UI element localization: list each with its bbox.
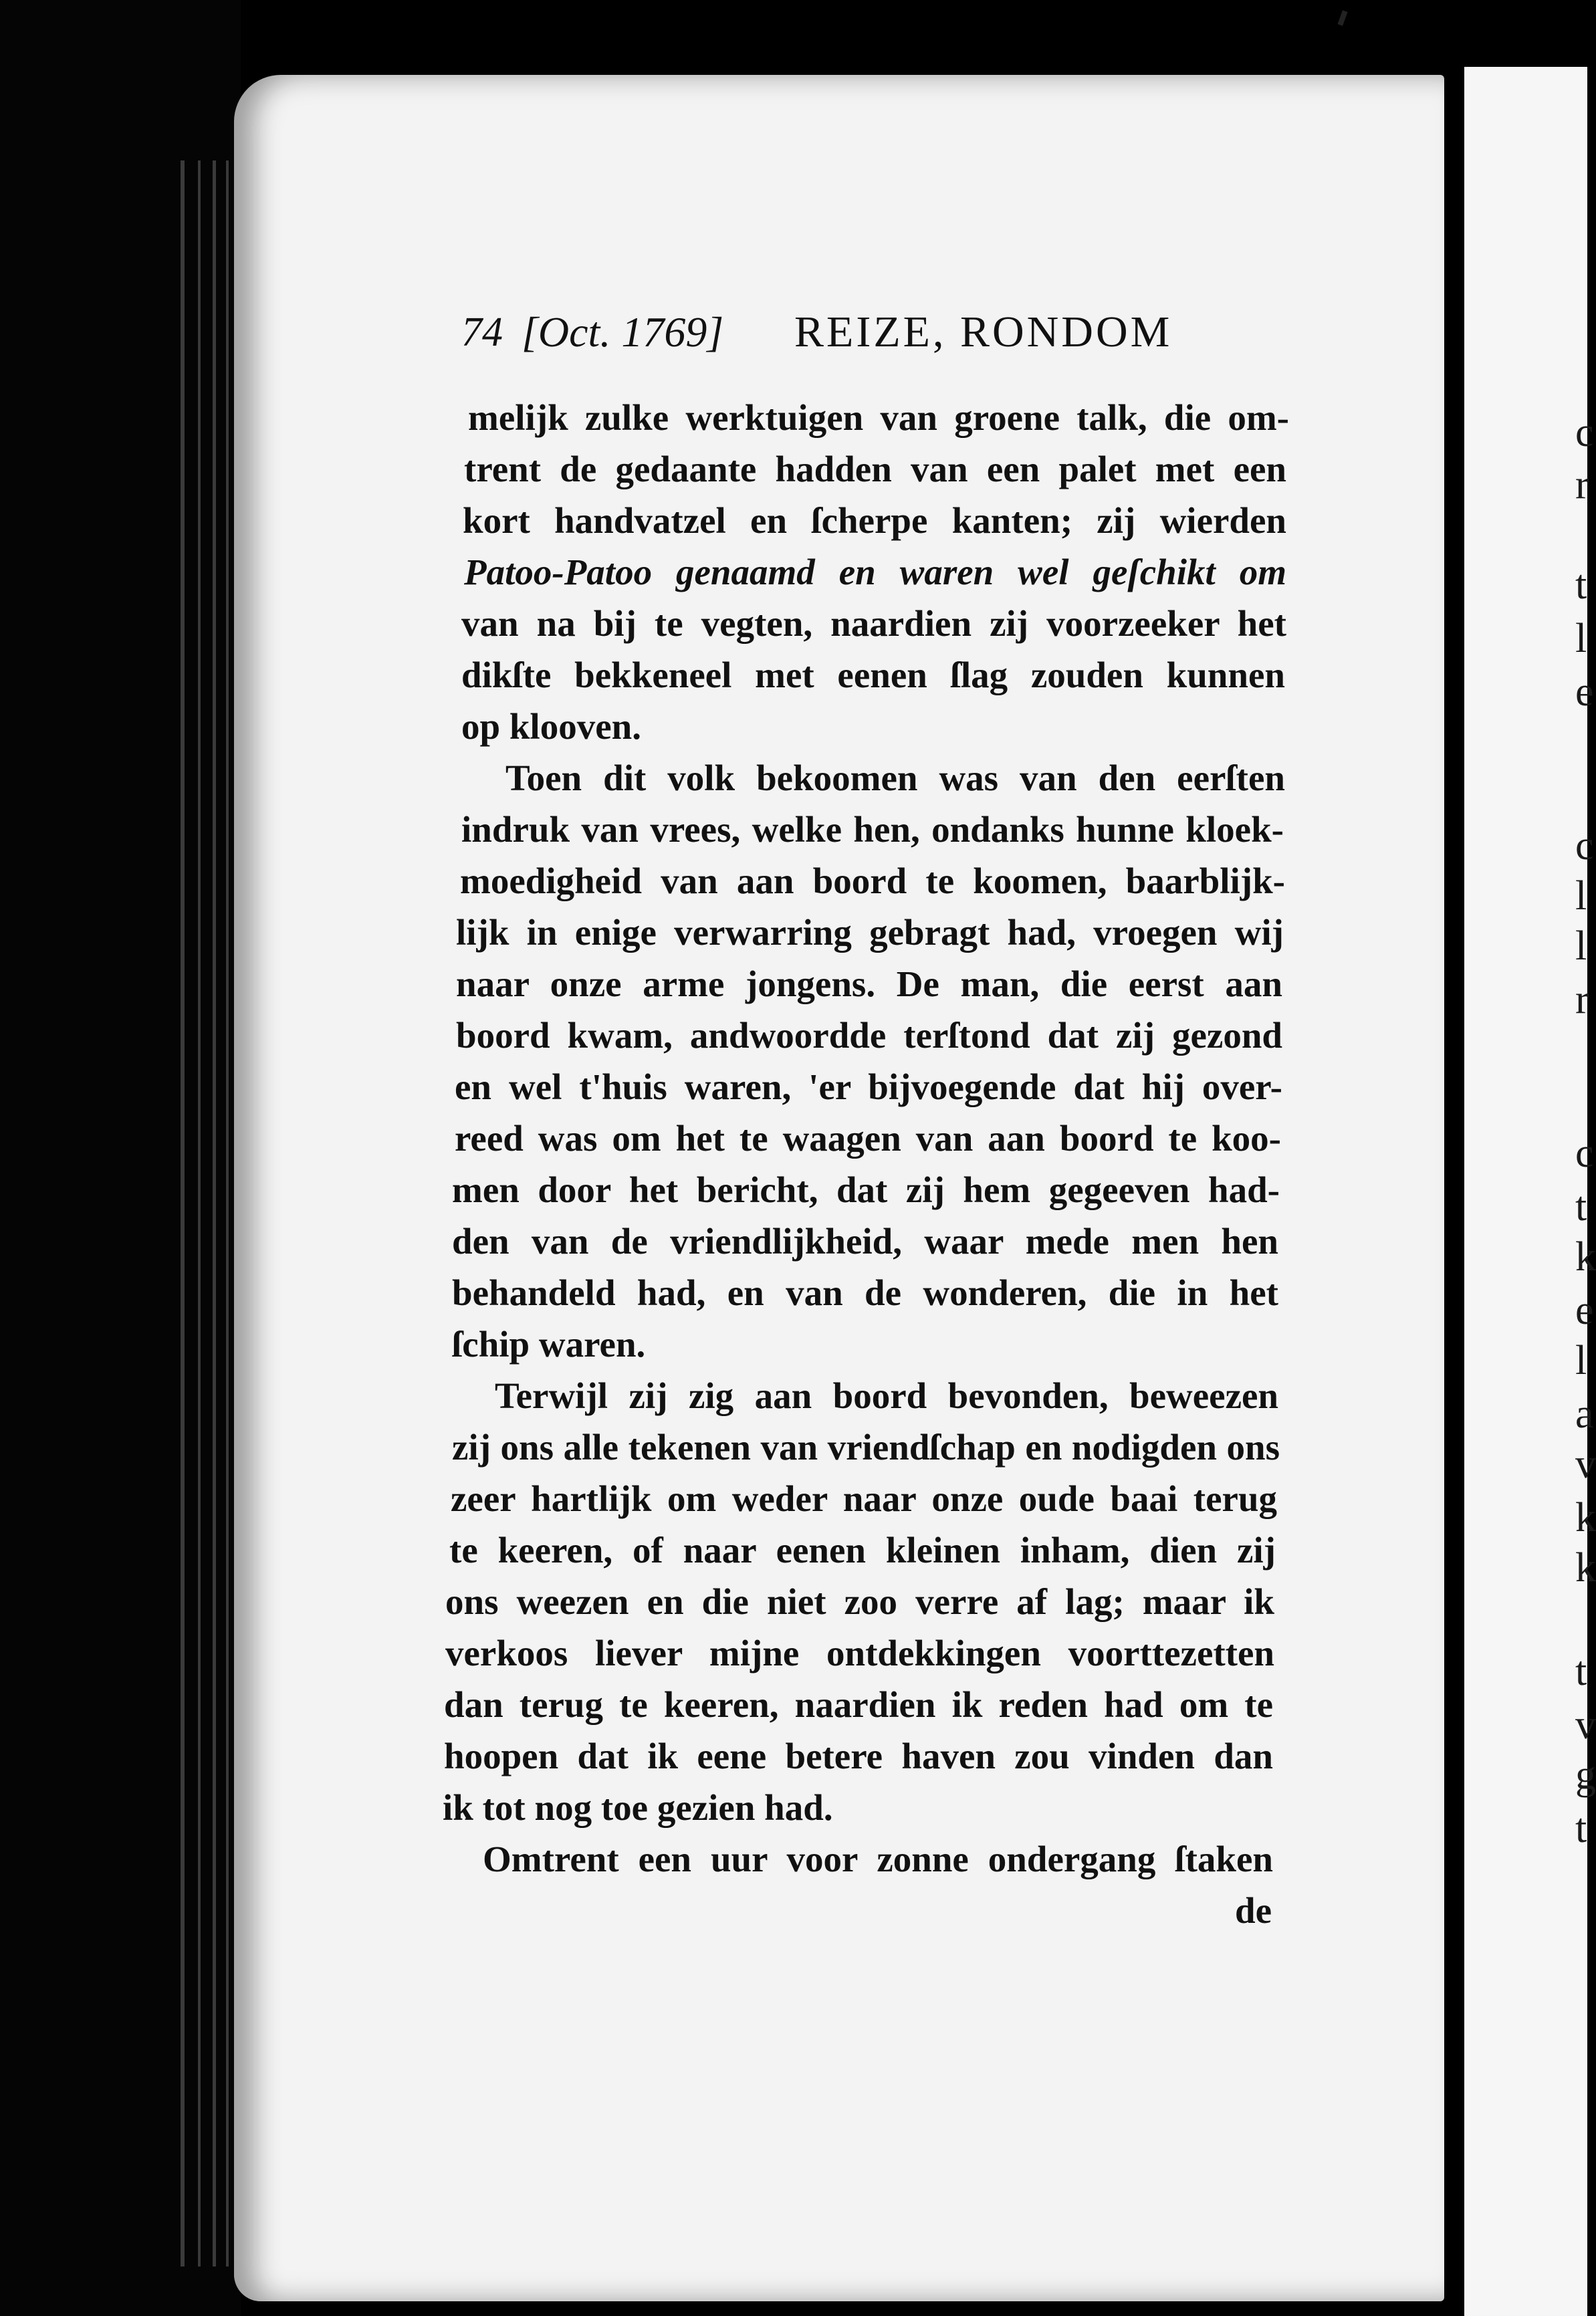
header-date: [Oct. 1769] (522, 308, 724, 356)
text-line: dikſte bekkeneel met eenen ſlag zouden kunnen (461, 655, 1285, 695)
text-line: verkoos liever mijne ontdekkingen voorttezetten (445, 1633, 1274, 1673)
text-line: en wel t'huis waren, 'er bijvoegende dat hij over- (455, 1066, 1282, 1107)
facing-fragment: t (1575, 1184, 1587, 1230)
header-title: REIZE, RONDOM (794, 308, 1173, 356)
facing-fragment: c (1575, 1131, 1594, 1176)
text-line: zij ons alle tekenen van vriendſchap en nodigden ons (452, 1427, 1280, 1468)
text-line: zeer hartlijk om weder naar onze oude baai terug (451, 1478, 1277, 1519)
text-line: ſchip waren. (452, 1324, 646, 1365)
text-line: boord kwam, andwoordde terſtond dat zij gezond (456, 1015, 1282, 1056)
facing-fragment: g (1575, 1752, 1596, 1798)
text-line: indruk van vrees, welke hen, ondanks hunne kloek- (461, 809, 1284, 850)
book-edge (0, 0, 241, 2316)
facing-fragment: a (1575, 1391, 1594, 1437)
facing-fragment: c (1575, 410, 1594, 455)
facing-fragment: e (1575, 669, 1594, 715)
text-line: lijk in enige verwarring gebragt had, vroegen wij (456, 912, 1284, 953)
facing-fragment: l (1575, 873, 1587, 919)
text-line: Terwijl zij zig aan boord bevonden, beweezen (495, 1375, 1278, 1416)
facing-fragment: l (1575, 1338, 1587, 1383)
text-line: ons weezen en die niet zoo verre af lag; maar ik (445, 1581, 1274, 1622)
text-line: ik tot nog toe gezien had. (443, 1787, 833, 1828)
text-line: reed was om het te waagen van aan boord te koo- (455, 1118, 1281, 1159)
facing-fragment: v (1575, 1702, 1596, 1748)
facing-fragment: l (1575, 923, 1587, 969)
text-line: hoopen dat ik eene betere haven zou vinden dan (444, 1736, 1273, 1776)
text-line: den van de vriendlijkheid, waar mede men hen (452, 1221, 1278, 1262)
edge-stripe (213, 160, 216, 2267)
text-line: kort handvatzel en ſcherpe kanten; zij wierden (463, 500, 1286, 541)
page-gutter (1444, 74, 1464, 2300)
text-line: trent de gedaante hadden van een palet met een (464, 449, 1286, 489)
scan-speck (1337, 10, 1347, 25)
facing-fragment: t (1575, 1806, 1587, 1851)
facing-fragment: t (1575, 1649, 1587, 1694)
text-line: Toen dit volk bekoomen was van den eerſten (505, 758, 1285, 798)
facing-fragment: k (1575, 1495, 1596, 1540)
edge-stripe (198, 160, 201, 2267)
text-line: te keeren, of naar eenen kleinen inham, dien zij (449, 1530, 1276, 1571)
text-line: naar onze arme jongens. De man, die eerst aan (456, 963, 1282, 1004)
facing-fragment: r (1575, 977, 1589, 1022)
facing-fragment: t (1575, 562, 1587, 608)
facing-fragment: c (1575, 823, 1594, 868)
page-number: 74 (461, 310, 503, 355)
text-line: dan terug te keeren, naardien ik reden had om te (444, 1684, 1273, 1725)
facing-fragment: l (1575, 616, 1587, 661)
text-line: Patoo-Patoo genaamd en waren wel geſchikt om (464, 552, 1286, 592)
facing-fragment: r (1575, 462, 1589, 507)
catchword: de (1235, 1890, 1272, 1931)
edge-stripe (226, 160, 229, 2267)
running-header (461, 302, 1264, 362)
text-line: van na bij te vegten, naardien zij voorzeeker het (461, 603, 1286, 644)
facing-fragment: e (1575, 1288, 1594, 1333)
text-line: melijk zulke werktuigen van groene talk, die om- (468, 397, 1289, 438)
facing-fragment: k (1575, 1545, 1596, 1591)
text-line: moedigheid van aan boord te koomen, baarblijk- (460, 860, 1285, 901)
text-line: Omtrent een uur voor zonne ondergang ſtaken (483, 1839, 1273, 1879)
facing-fragment: k (1575, 1234, 1596, 1280)
facing-fragment: v (1575, 1441, 1596, 1487)
text-line: men door het bericht, dat zij hem gegeeven had- (452, 1169, 1280, 1210)
text-line: behandeld had, en van de wonderen, die in het (452, 1272, 1278, 1313)
facing-page (1464, 67, 1587, 2316)
text-line: op klooven. (461, 706, 641, 747)
edge-stripe (181, 160, 185, 2267)
